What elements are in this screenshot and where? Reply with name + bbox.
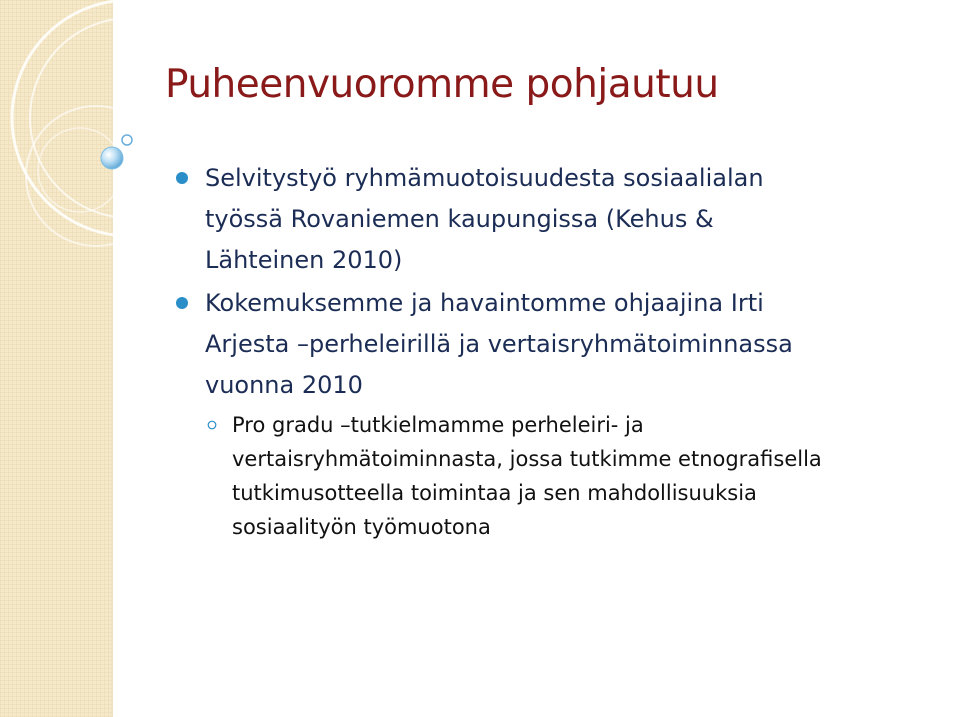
deco-bubble [101,147,123,169]
slide-content [175,158,935,544]
deco-small-dot [122,135,132,145]
bullet-item [175,158,935,281]
deco-ring-inner [26,106,166,246]
bullet-line: Kokemuksemme ja havaintomme ohjaajina Irti [205,289,764,317]
filled-circle-bullet-icon [175,296,189,310]
sub-bullet-line: tutkimusotteella toimintaa ja sen mahdollisuuksia [232,481,757,505]
bullet-text [205,283,905,406]
filled-circle-bullet-icon [175,171,189,185]
deco-ring-small [38,128,122,212]
sub-bullet-text [232,408,912,544]
sub-bullet-line: vertaisryhmätoiminnasta, jossa tutkimme etnografisella [232,447,822,471]
slide-title: Puheenvuoromme pohjautuu [165,62,719,107]
sub-bullet-line: sosiaalityön työmuotona [232,515,491,539]
hollow-circle-bullet-icon [207,420,217,430]
bullet-line: Lähteinen 2010) [205,246,403,274]
bullet-line: työssä Rovaniemen kaupungissa (Kehus & [205,205,714,233]
sub-bullet-item [175,408,935,544]
bullet-item [175,283,935,406]
bullet-line: Arjesta –perheleirillä ja vertaisryhmätoiminnassa [205,330,793,358]
bullet-line: Selvitystyö ryhmämuotoisuudesta sosiaalialan [205,164,764,192]
bullet-text [205,158,905,281]
bullet-line: vuonna 2010 [205,371,363,399]
sub-bullet-line: Pro gradu –tutkielmamme perheleiri- ja [232,413,644,437]
